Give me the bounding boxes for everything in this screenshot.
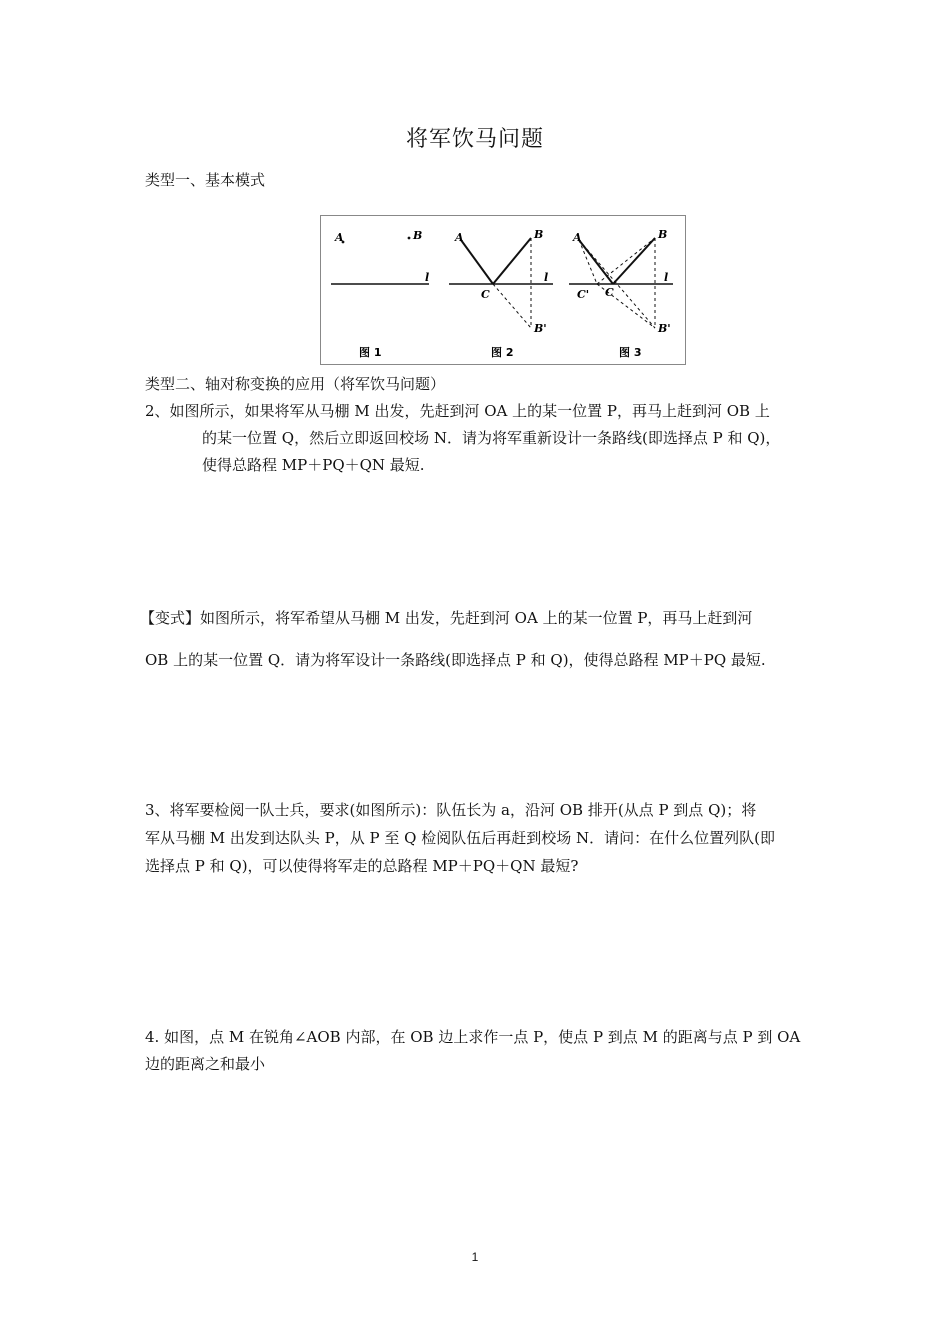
label-a: A bbox=[455, 231, 464, 244]
variant-line-1: 【变式】如图所示，将军希望从马棚 M 出发，先赶到河 OA 上的某一位置 P，再马上赶到河 bbox=[140, 609, 753, 627]
point-b bbox=[408, 237, 411, 240]
label-b: B bbox=[413, 229, 423, 242]
caption-2: 图 2 bbox=[491, 346, 514, 359]
type1-heading: 类型一、基本模式 bbox=[145, 171, 266, 189]
problem-4-line-2: 边的距离之和最小 bbox=[145, 1055, 266, 1073]
segment-cb bbox=[613, 238, 655, 284]
problem-3-line-3: 选择点 P 和 Q)，可以使得将军走的总路程 MP＋PQ＋QN 最短? bbox=[145, 857, 579, 875]
label-b: B bbox=[534, 228, 544, 241]
problem-3-line-1: 3、将军要检阅一队士兵，要求(如图所示)：队伍长为 a，沿河 OB 排开(从点 P 到点 Q)；将 bbox=[145, 801, 757, 819]
label-c: C bbox=[605, 286, 614, 299]
label-a: A bbox=[573, 231, 582, 244]
label-b: B bbox=[658, 228, 668, 241]
label-c-prime: C' bbox=[577, 288, 590, 301]
label-b-prime: B' bbox=[658, 322, 671, 335]
segment-cb-prime bbox=[493, 284, 531, 328]
segment-ac-prime bbox=[579, 240, 597, 284]
caption-3: 图 3 bbox=[619, 346, 642, 359]
problem-2-line-1: 2、如图所示，如果将军从马棚 M 出发，先赶到河 OA 上的某一位置 P，再马上赶到河 OB 上 bbox=[145, 402, 770, 420]
figure-3 bbox=[569, 228, 673, 359]
label-c: C bbox=[481, 288, 490, 301]
type2-heading: 类型二、轴对称变换的应用（将军饮马问题） bbox=[145, 375, 446, 393]
segment-c-prime-b bbox=[597, 238, 655, 284]
problem-4-line-1: 4. 如图，点 M 在锐角∠AOB 内部，在 OB 边上求作一点 P，使点 P 到点 M 的距离与点 P 到 OA bbox=[145, 1028, 801, 1046]
page-number: 1 bbox=[471, 1250, 479, 1264]
variant-line-2: OB 上的某一位置 Q．请为将军设计一条路线(即选择点 P 和 Q)，使得总路程 MP＋PQ 最短. bbox=[145, 651, 766, 669]
label-b-prime: B' bbox=[534, 322, 547, 335]
caption-1: 图 1 bbox=[359, 346, 382, 359]
label-l: l bbox=[544, 271, 549, 284]
label-a: A bbox=[335, 231, 344, 244]
label-l: l bbox=[664, 271, 669, 284]
page-title: 将军饮马问题 bbox=[405, 127, 544, 152]
base-pattern-figure bbox=[320, 215, 686, 365]
segment-cb bbox=[493, 238, 531, 284]
problem-3-line-2: 军从马棚 M 出发到达队头 P，从 P 至 Q 检阅队伍后再赶到校场 N．请问：在什么位置列队(即 bbox=[145, 829, 775, 847]
figure-svg bbox=[321, 216, 685, 364]
segment-ac bbox=[461, 240, 493, 284]
problem-2-line-3: 使得总路程 MP＋PQ＋QN 最短. bbox=[202, 456, 425, 474]
figure-2 bbox=[449, 228, 553, 359]
figure-1 bbox=[331, 229, 429, 359]
problem-2-line-2: 的某一位置 Q，然后立即返回校场 N．请为将军重新设计一条路线(即选择点 P 和 Q)， bbox=[202, 429, 781, 447]
label-l: l bbox=[425, 271, 430, 284]
